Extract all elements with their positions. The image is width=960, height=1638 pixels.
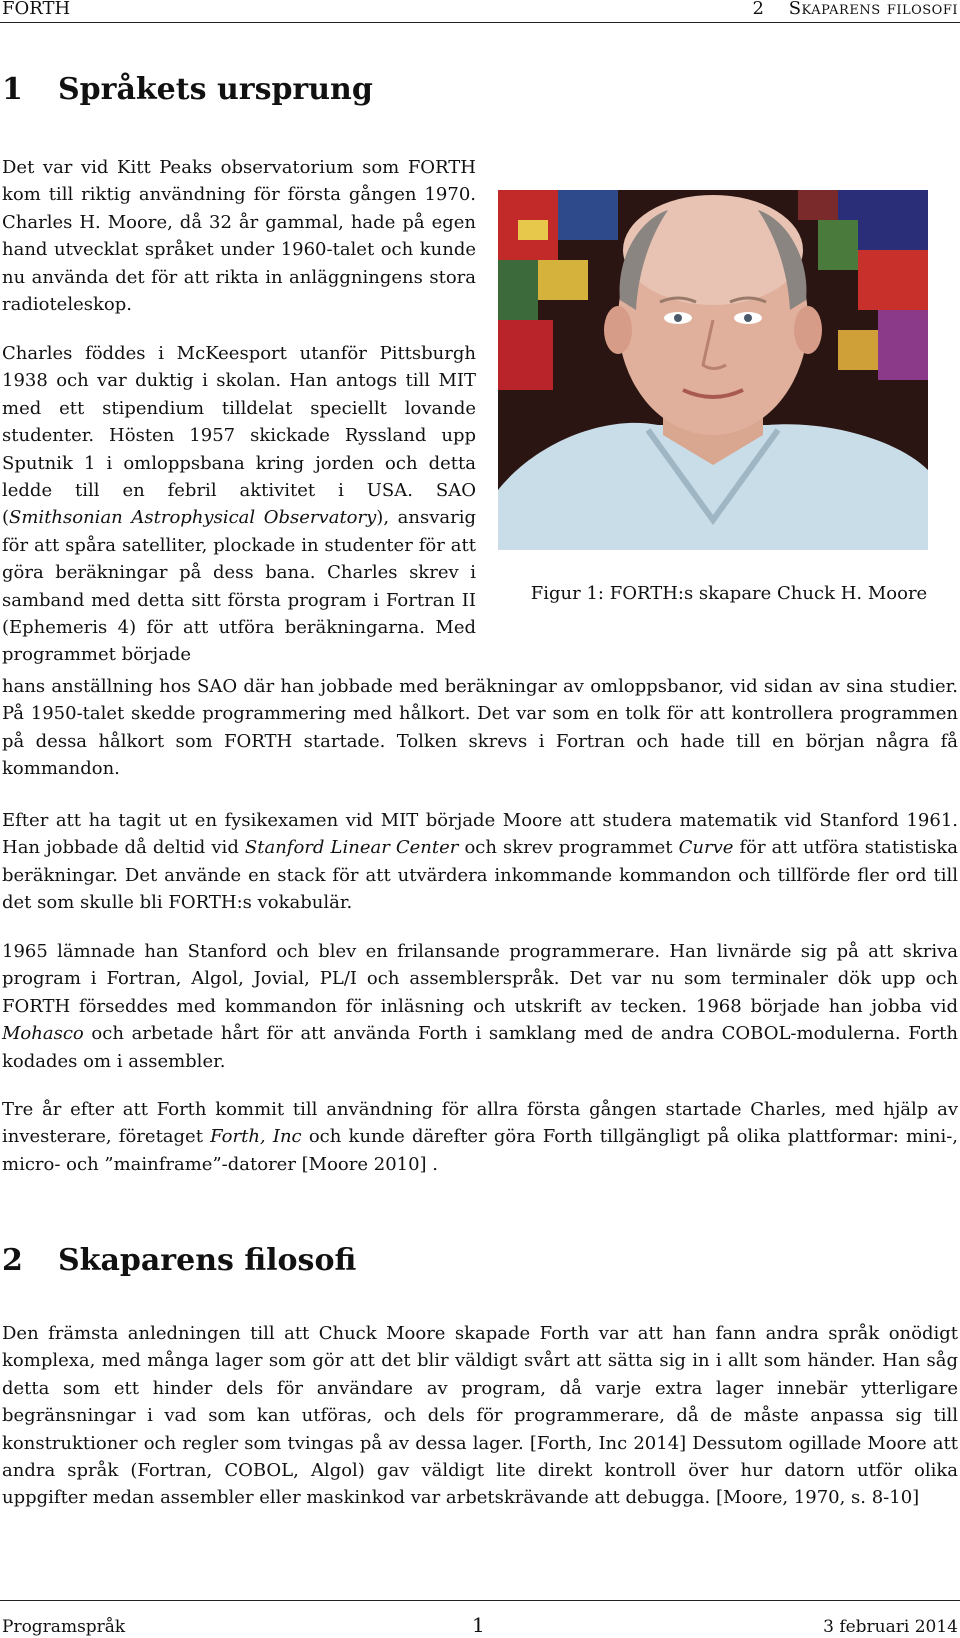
paragraph-4 bbox=[2, 938, 958, 1075]
header-section-title: Skaparens filosofi bbox=[788, 0, 958, 19]
paragraph-2 bbox=[2, 340, 476, 669]
paragraph-2-part-b: ), ansvarig för att spåra satelliter, plockade in studenter för att göra beräkningar på dess bana. Charles skrev i samband med detta sitt första program i Fortran II (Ephemeris 4) för att utföra beräkningarna. Med programmet började bbox=[2, 507, 477, 666]
paragraph-2-continued: hans anställning hos SAO där han jobbade med beräkningar av omloppsbanor, vid sidan av sina studier. På 1950-talet skedde programmering med hålkort. Det var som en tolk för att kontrollera programmen på dessa hålkort som FORTH startade. Tolken skrevs i Fortran och hade till en början några få kommandon. bbox=[2, 676, 958, 780]
section-1-heading bbox=[2, 72, 373, 107]
section-2-title: Skaparens filosofi bbox=[58, 1243, 357, 1278]
section-2-heading bbox=[2, 1243, 356, 1278]
section-2-number: 2 bbox=[2, 1243, 23, 1278]
running-header bbox=[0, 0, 960, 23]
paragraph-4-part-a: 1965 lämnade han Stanford och blev en frilansande programmerare. Han livnärde sig på att skriva program i Fortran, Algol, Jovial, PL/I och assemblerspråk. Det var nu som terminaler dök upp och FORTH förseddes med kommandon för inläsning och utskrift av tecken. 1968 började han jobba vid bbox=[2, 941, 958, 1017]
figure-caption: Figur 1: FORTH:s skapare Chuck H. Moore bbox=[530, 583, 928, 604]
header-right bbox=[753, 0, 958, 18]
paragraph-3-part-b: och skrev programmet bbox=[458, 837, 679, 859]
paragraph-3 bbox=[2, 807, 958, 917]
header-left: FORTH bbox=[2, 0, 71, 19]
paragraph-5-part-b: och kunde därefter göra Forth tillgängligt på olika plattformar: mini-, micro- och ”mainframe”-datorer [Moore 2010] . bbox=[2, 1126, 959, 1175]
section-1-title: Språkets ursprung bbox=[58, 72, 373, 107]
paragraph-5 bbox=[2, 1096, 958, 1178]
paragraph-3-part-c: för att utföra statistiska beräkningar. Det använde en stack för att utvärdera inkommande kommandon och tillförde fler ord till det som skulle bli FORTH:s vokabulär. bbox=[2, 837, 958, 914]
paragraph-6: Den främsta anledningen till att Chuck Moore skapade Forth var att han fann andra språk onödigt komplexa, med många lager som gör att det blir väldigt svårt att sätta sig in i allt som händer. Han såg detta som ett hinder dels för användare av program, då varje extra lager innebär ytterligare begränsningar i vad som kan utföras, och dels för programmerare, då de måste anpassa sig till konstruktioner och regler som tvingas på av dessa lager. [Forth, Inc 2014] Dessutom ogillade Moore att andra språk (Fortran, COBOL, Algol) gav väldigt lite direkt kontroll över hur datorn utför olika uppgifter medan assembler eller maskinkod var arbetskrävande att debugga. [Moore, 1970, s. 8-10] bbox=[2, 1323, 958, 1509]
page-footer bbox=[0, 1600, 960, 1637]
portrait-image bbox=[498, 190, 928, 550]
paragraph-1: Det var vid Kitt Peaks observatorium som FORTH kom till riktig användning för första gången 1970. Charles H. Moore, då 32 år gammal, hade på egen hand utvecklat språket under 1960-talet och kunde nu använda det för att rikta in anläggningens stora radioteleskop. bbox=[2, 157, 476, 316]
footer-page-number: 1 bbox=[472, 1613, 485, 1637]
footer-left: Programspråk bbox=[2, 1617, 126, 1637]
paragraph-3-part-a: Efter att ha tagit ut en fysikexamen vid MIT började Moore att studera matematik vid Stanford 1961. Han jobbade då deltid vid bbox=[2, 810, 958, 859]
figure-1 bbox=[498, 190, 928, 604]
header-page-number: 2 bbox=[752, 0, 765, 19]
mohasco: Mohasco bbox=[2, 1023, 84, 1045]
section-1-number: 1 bbox=[2, 72, 23, 107]
paragraph-4-part-b: och arbetade hårt för att använda Forth i samklang med de andra COBOL-modulerna. Forth kodades om i assembler. bbox=[2, 1023, 958, 1072]
paragraph-2-part-a: Charles föddes i McKeesport utanför Pittsburgh 1938 och var duktig i skolan. Han antogs till MIT med ett stipendium tilldelat speciellt lovande studenter. Hösten 1957 skickade Ryssland upp Sputnik 1 i omloppsbana kring jorden och detta ledde till en febril aktivitet i USA. SAO ( bbox=[2, 343, 476, 529]
portrait-photo bbox=[498, 190, 928, 550]
stanford-linear-center: Stanford Linear Center bbox=[244, 837, 459, 859]
sao-name: Smithsonian Astrophysical Observatory bbox=[9, 507, 377, 529]
forth-inc: Forth, Inc bbox=[210, 1126, 302, 1148]
paragraph-5-part-a: Tre år efter att Forth kommit till användning för allra första gången startade Charles, med hjälp av investerare, företaget bbox=[2, 1099, 958, 1148]
footer-date: 3 februari 2014 bbox=[823, 1617, 958, 1637]
curve-program: Curve bbox=[678, 837, 734, 859]
